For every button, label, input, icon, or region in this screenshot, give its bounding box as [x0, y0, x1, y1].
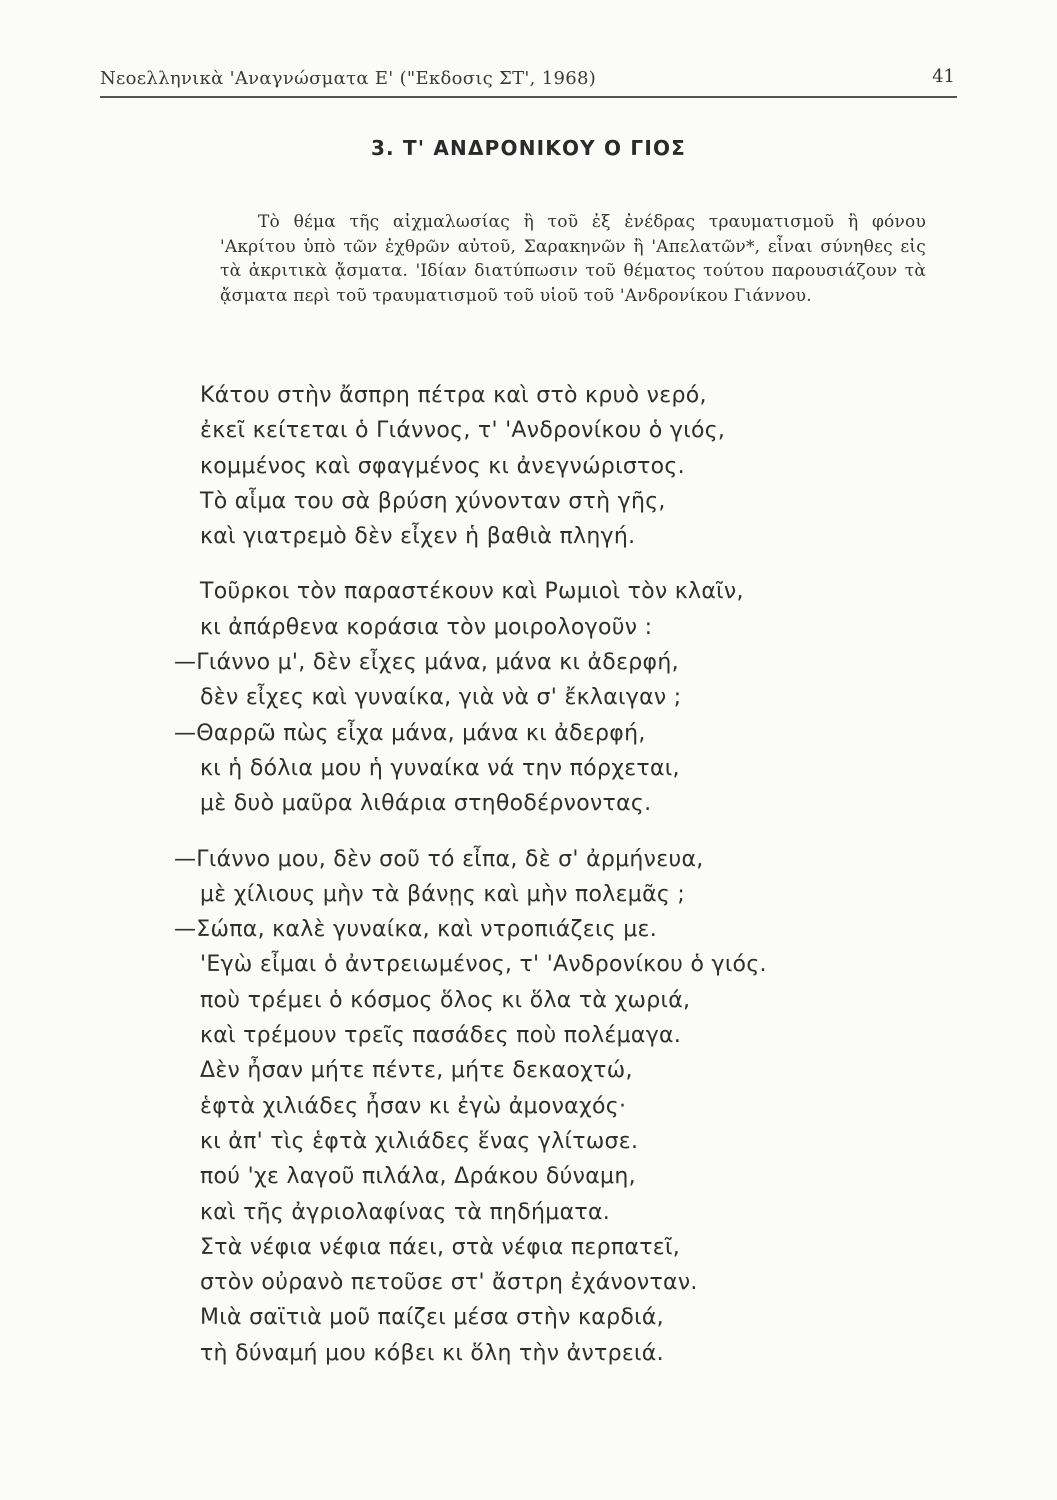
poem-line: —Γιάννο μ', δὲν εἶχες μάνα, μάνα κι ἀδερφή, [174, 650, 679, 676]
poem-line: ἐκεῖ κείτεται ὁ Γιάννος, τ' 'Ανδρονίκου ὁ γιός, [200, 418, 726, 444]
poem-line: ἑφτὰ χιλιάδες ἦσαν κι ἐγὼ ἀμοναχός· [200, 1093, 627, 1119]
poem-line: 'Εγὼ εἶμαι ὁ ἀντρειωμένος, τ' 'Ανδρονίκου ὁ γιός. [200, 952, 767, 978]
poem-line: μὲ χίλιους μὴν τὰ βάνῃς καὶ μὴν πολεμᾶς ; [200, 881, 686, 907]
poem-line: καὶ τῆς ἀγριολαφίνας τὰ πηδήματα. [200, 1199, 611, 1225]
poem-line: τὴ δύναμή μου κόβει κι ὅλη τὴν ἀντρειά. [200, 1340, 664, 1366]
intro-paragraph: Τὸ θέμα τῆς αἰχμαλωσίας ἢ τοῦ ἐξ ἐνέδρας τραυματισμοῦ ἢ φόνου 'Ακρίτου ὑπὸ τῶν ἐχθρῶν αὐτοῦ, Σαρακηνῶν ἢ 'Απελατῶν*, εἶναι σύνηθες εἰς τὰ ἀκριτικὰ ᾄσματα. 'Ιδίαν διατύπωσιν τοῦ θέματος τούτου παρουσιάζουν τὰ ᾄσματα περὶ τοῦ τραυματισμοῦ τοῦ υἱοῦ τοῦ 'Ανδρονίκου Γιάννου. [220, 212, 926, 306]
running-title: Νεοελληνικὰ 'Αναγνώσματα Ε' ("Εκδοσις ΣΤ', 1968) [100, 68, 597, 89]
poem-line: —Θαρρῶ πὼς εἶχα μάνα, μάνα κι ἀδερφή, [174, 720, 646, 746]
poem-line: δὲν εἶχες καὶ γυναίκα, γιὰ νὰ σ' ἔκλαιγαν ; [200, 685, 682, 711]
poem-line: —Γιάννο μου, δὲν σοῦ τό εἶπα, δὲ σ' ἀρμήνευα, [174, 846, 704, 872]
page-title: 3. Τ' ΑΝΔΡΟΝΙΚΟΥ Ο ΓΙΟΣ [370, 136, 687, 160]
poem-line: καὶ τρέμουν τρεῖς πασάδες ποὺ πολέμαγα. [200, 1023, 682, 1049]
poem-line: Μιὰ σαϊτιὰ μοῦ παίζει μέσα στὴν καρδιά, [200, 1305, 664, 1331]
poem-line: Τὸ αἷμα του σὰ βρύση χύνονταν στὴ γῆς, [200, 488, 666, 514]
poem-line: —Σώπα, καλὲ γυναίκα, καὶ ντροπιάζεις με. [174, 917, 658, 943]
stanza-3 [174, 842, 1000, 1371]
poem-line: πού 'χε λαγοῦ πιλάλα, Δράκου δύναμη, [200, 1164, 636, 1190]
page-number: 41 [932, 66, 955, 87]
poem-line: καὶ γιατρεμὸ δὲν εἶχεν ἡ βαθιὰ πληγή. [200, 524, 636, 550]
poem-line: κομμένος καὶ σφαγμένος κι ἀνεγνώριστος. [200, 453, 685, 479]
poem-line: στὸν οὐρανὸ πετοῦσε στ' ἄστρη ἐχάνονταν. [200, 1270, 698, 1296]
poem-line: Στὰ νέφια νέφια πάει, στὰ νέφια περπατεῖ, [200, 1234, 681, 1260]
poem-line: Τοῦρκοι τὸν παραστέκουν καὶ Ρωμιοὶ τὸν κλαῖν, [200, 579, 744, 605]
poem-line: μὲ δυὸ μαῦρα λιθάρια στηθοδέρνοντας. [200, 791, 652, 817]
poem-line: κι ἀπάρθενα κοράσια τὸν μοιρολογοῦν : [200, 614, 653, 640]
poem [174, 378, 1000, 1391]
poem-line: Δὲν ἦσαν μήτε πέντε, μήτε δεκαοχτώ, [200, 1058, 633, 1084]
poem-line: ποὺ τρέμει ὁ κόσμος ὅλος κι ὅλα τὰ χωριά, [200, 987, 691, 1013]
stanza-2 [174, 574, 1000, 821]
running-header [100, 64, 957, 98]
poem-line: κι ἀπ' τὶς ἑφτὰ χιλιάδες ἕνας γλίτωσε. [200, 1128, 639, 1154]
stanza-1 [200, 378, 1000, 554]
poem-line: κι ἡ δόλια μου ἡ γυναίκα νά την πόρχεται, [200, 755, 680, 781]
poem-line: Κάτου στὴν ἄσπρη πέτρα καὶ στὸ κρυὸ νερό, [200, 383, 707, 408]
